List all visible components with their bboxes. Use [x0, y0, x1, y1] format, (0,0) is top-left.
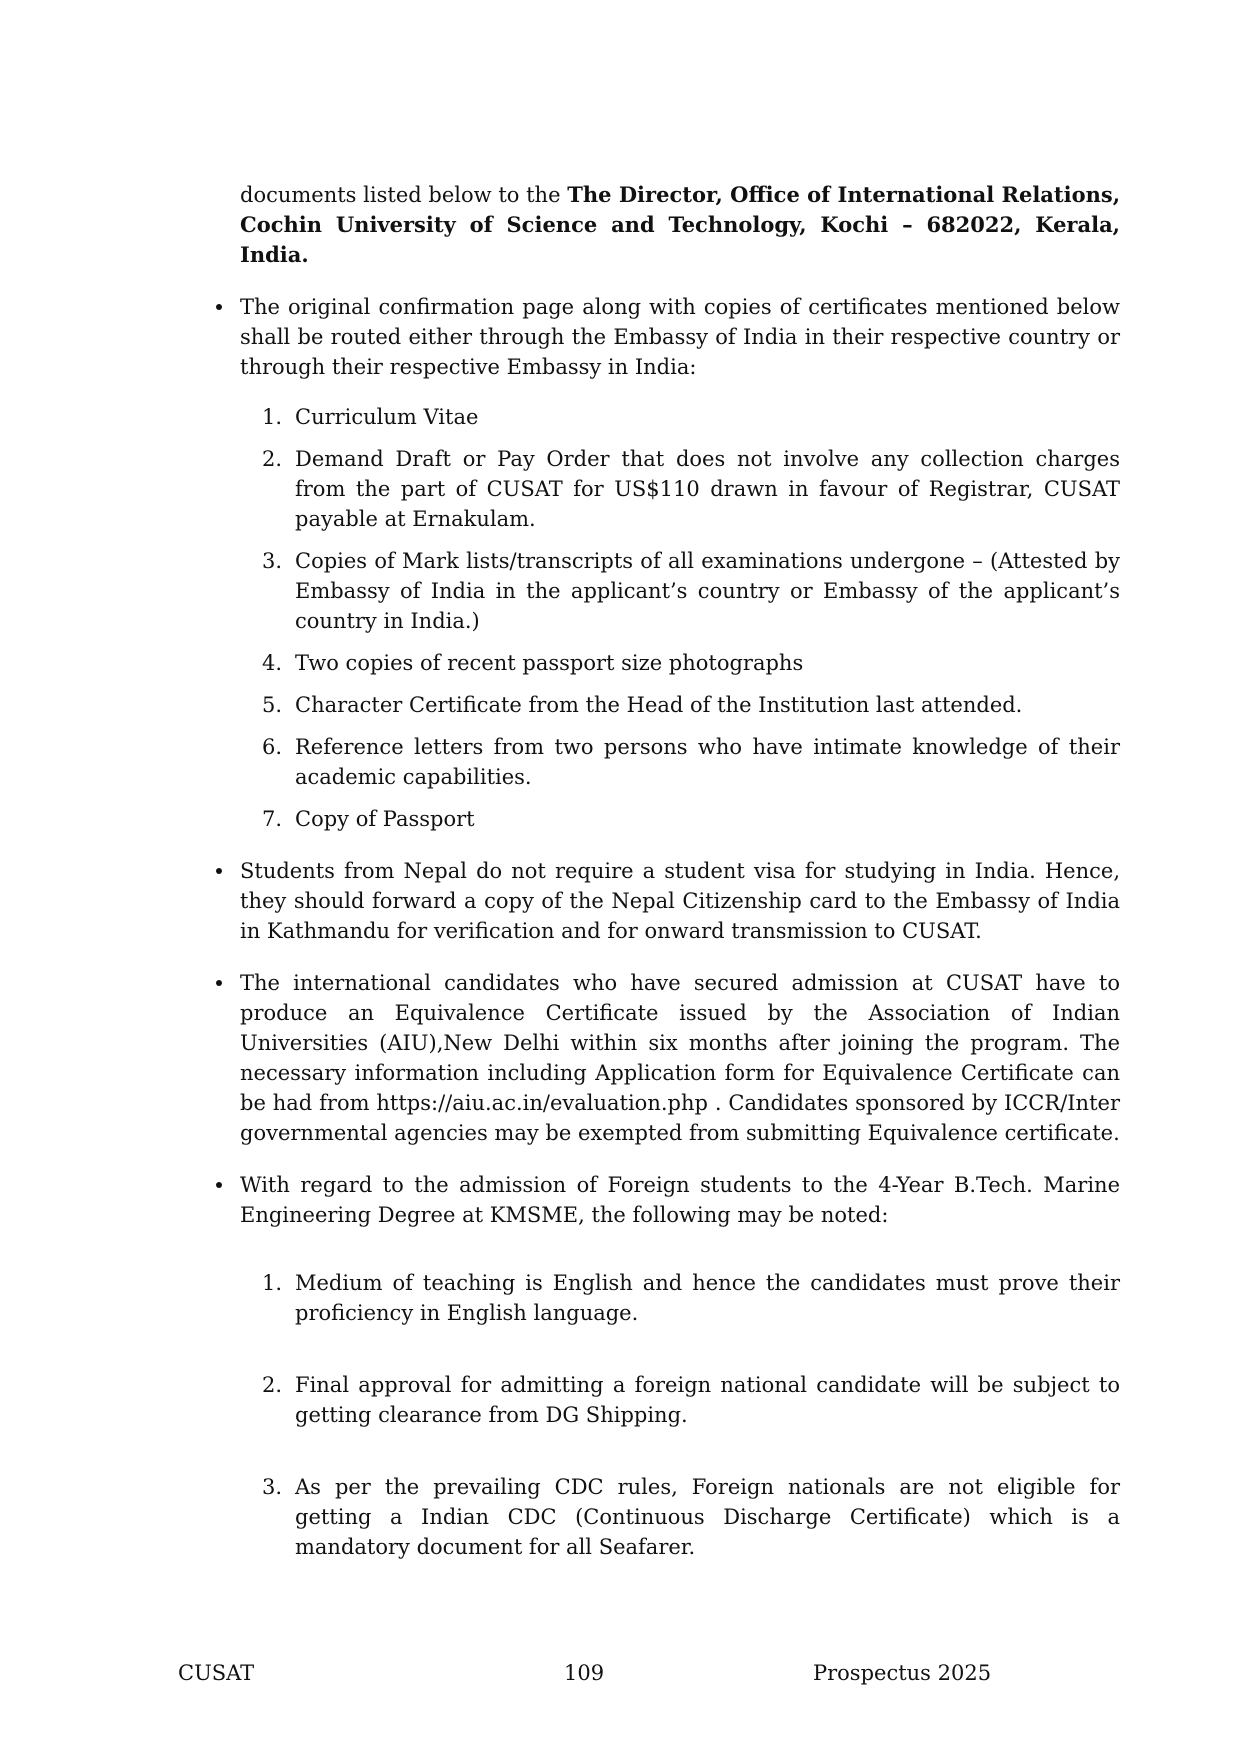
list-item [262, 648, 1120, 678]
list-number: 5. [262, 693, 283, 717]
list-item [262, 1268, 1120, 1328]
list-item-text: Two copies of recent passport size photographs [295, 651, 804, 675]
bullet-text: Students from Nepal do not require a student visa for studying in India. Hence, they should forward a copy of the Nepal Citizenship card to the Embassy of India in Kathmandu for verification and for onward transmission to CUSAT. [240, 859, 1120, 943]
list-item-text: Curriculum Vitae [295, 405, 479, 429]
footer-document-title: Prospectus 2025 [813, 1661, 992, 1685]
list-item-text: Copy of Passport [295, 807, 475, 831]
list-item [262, 546, 1120, 636]
bullet-text: The international candidates who have secured admission at CUSAT have to produce an Equivalence Certificate issued by the Association of Indian Universities (AIU),New Delhi within six months after joining the program. The necessary information including Application form for Equivalence Certificate can be had from https://aiu.ac.in/evaluation.php . Candidates sponsored by ICCR/Inter governmental agencies may be exempted from submitting Equivalence certificate. [240, 971, 1120, 1145]
bullet-text: The original confirmation page along with copies of certificates mentioned below shall be routed either through the Embassy of India in their respective country or through their respective Embassy in India: [240, 295, 1120, 379]
list-number: 4. [262, 651, 283, 675]
footer-university: CUSAT [178, 1661, 255, 1685]
list-item-text: Demand Draft or Pay Order that does not involve any collection charges from the part of CUSAT for US$110 drawn in favour of Registrar, CUSAT payable at Ernakulam. [295, 447, 1120, 531]
list-number: 1. [262, 405, 283, 429]
list-number: 3. [262, 1475, 283, 1499]
intro-paragraph [240, 180, 1120, 270]
list-item [262, 1370, 1120, 1430]
bullet-icon [216, 980, 222, 986]
list-number: 2. [262, 447, 283, 471]
page-content [240, 180, 1120, 1604]
bullet-item-equivalence [240, 968, 1120, 1148]
bullet-item-marine-engineering [240, 1170, 1120, 1562]
list-item [262, 1472, 1120, 1562]
page-number: 109 [564, 1661, 605, 1685]
bullet-text: With regard to the admission of Foreign students to the 4-Year B.Tech. Marine Engineering Degree at KMSME, the following may be noted: [240, 1173, 1120, 1227]
list-number: 7. [262, 807, 283, 831]
list-item-text: As per the prevailing CDC rules, Foreign nationals are not eligible for getting a Indian CDC (Continuous Discharge Certificate) which is a mandatory document for all Seafarer. [295, 1475, 1120, 1559]
marine-notes-list [240, 1268, 1120, 1562]
list-item [262, 804, 1120, 834]
list-number: 1. [262, 1271, 283, 1295]
list-number: 2. [262, 1373, 283, 1397]
list-item [262, 732, 1120, 792]
list-item [262, 402, 1120, 432]
director-address: The Director, Office of International Relations, Cochin University of Science and Technology, Kochi – 682022, Kerala, India. [240, 182, 1121, 267]
bullet-list [240, 292, 1120, 1562]
list-item-text: Character Certificate from the Head of the Institution last attended. [295, 693, 1023, 717]
bullet-item-nepal [240, 856, 1120, 946]
bullet-icon [216, 1182, 222, 1188]
list-number: 6. [262, 735, 283, 759]
list-item-text: Copies of Mark lists/transcripts of all examinations undergone – (Attested by Embassy of India in the applicant’s country or Embassy of the applicant’s country in India.) [295, 549, 1120, 633]
intro-lead: documents listed below to the [240, 183, 568, 207]
list-item-text: Medium of teaching is English and hence the candidates must prove their proficiency in English language. [295, 1271, 1120, 1325]
list-item [262, 444, 1120, 534]
list-item-text: Final approval for admitting a foreign national candidate will be subject to getting clearance from DG Shipping. [295, 1373, 1120, 1427]
documents-list [240, 402, 1120, 834]
bullet-item-documents [240, 292, 1120, 834]
list-item-text: Reference letters from two persons who have intimate knowledge of their academic capabilities. [295, 735, 1120, 789]
bullet-icon [216, 304, 222, 310]
bullet-icon [216, 868, 222, 874]
list-number: 3. [262, 549, 283, 573]
list-item [262, 690, 1120, 720]
